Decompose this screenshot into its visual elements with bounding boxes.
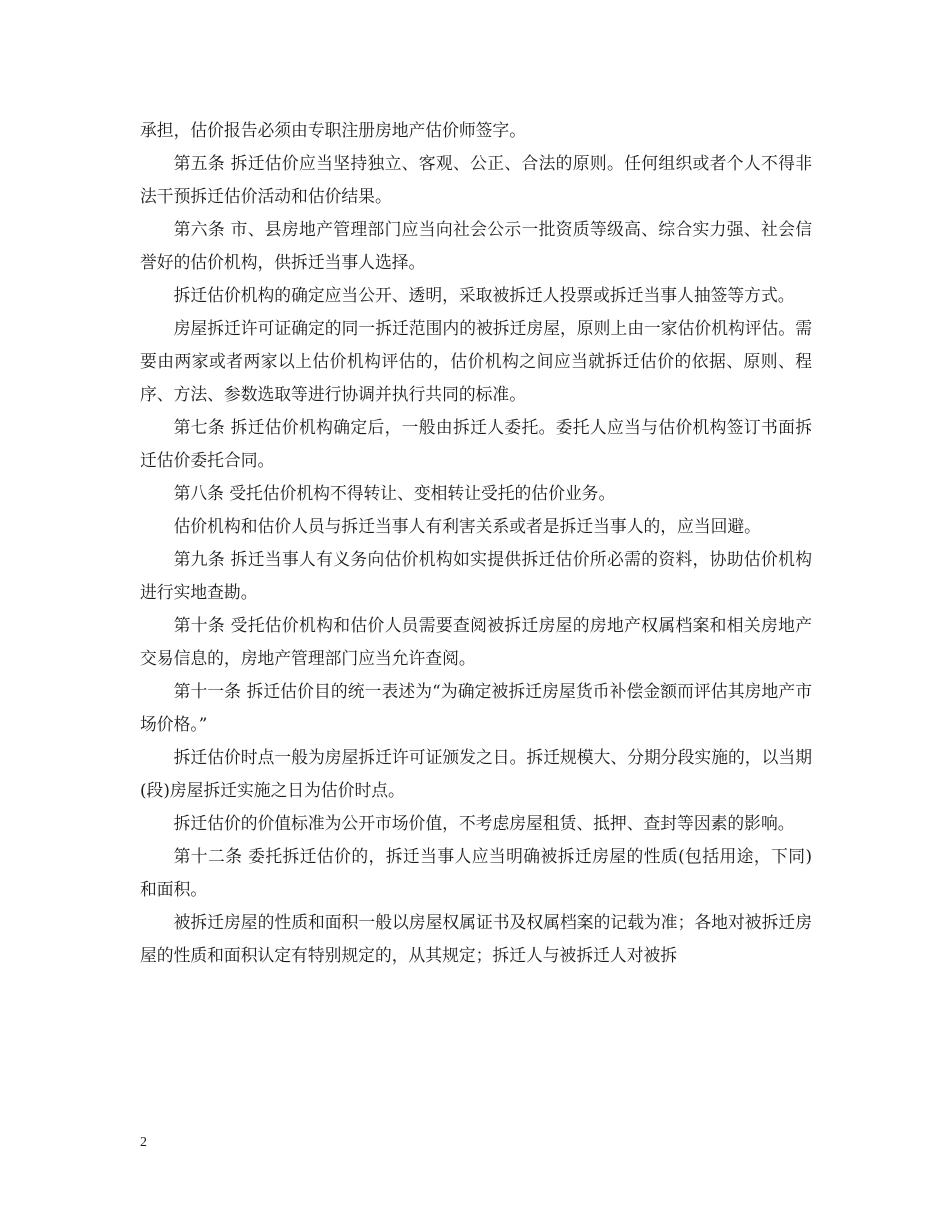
paragraph: 拆迁估价机构的确定应当公开、透明，采取被拆迁人投票或拆迁当事人抽签等方式。 (173, 285, 795, 305)
paragraph: 第五条 拆迁估价应当坚持独立、客观、公正、合法的原则。任何组织或者个人不得非法干预拆迁估价活动和估价结果。 (140, 153, 812, 206)
paragraph: 估价机构和估价人员与拆迁当事人有利害关系或者是拆迁当事人的，应当回避。 (173, 516, 761, 536)
document-body (140, 114, 812, 972)
paragraph: 第十一条 拆迁估价目的统一表述为“为确定被拆迁房屋货币补偿金额而评估其房地产市场价格。” (140, 681, 812, 734)
paragraph: 第六条 市、县房地产管理部门应当向社会公示一批资质等级高、综合实力强、社会信誉好的估价机构，供拆迁当事人选择。 (140, 219, 812, 272)
paragraph: 拆迁估价的价值标准为公开市场价值，不考虑房屋租赁、抵押、查封等因素的影响。 (173, 813, 795, 833)
page-number: 2 (140, 1135, 147, 1150)
paragraph: 第十二条 委托拆迁估价的，拆迁当事人应当明确被拆迁房屋的性质(包括用途，下同)和面积。 (140, 846, 812, 899)
paragraph: 被拆迁房屋的性质和面积一般以房屋权属证书及权属档案的记载为准；各地对被拆迁房屋的性质和面积认定有特别规定的，从其规定；拆迁人与被拆迁人对被拆 (140, 912, 812, 965)
paragraph: 房屋拆迁许可证确定的同一拆迁范围内的被拆迁房屋，原则上由一家估价机构评估。需要由两家或者两家以上估价机构评估的，估价机构之间应当就拆迁估价的依据、原则、程序、方法、参数选取等进行协调并执行共同的标准。 (140, 318, 812, 404)
paragraph: 第七条 拆迁估价机构确定后，一般由拆迁人委托。委托人应当与估价机构签订书面拆迁估价委托合同。 (140, 417, 812, 470)
paragraph: 第十条 受托估价机构和估价人员需要查阅被拆迁房屋的房地产权属档案和相关房地产交易信息的，房地产管理部门应当允许查阅。 (140, 615, 812, 668)
paragraph: 拆迁估价时点一般为房屋拆迁许可证颁发之日。拆迁规模大、分期分段实施的，以当期(段)房屋拆迁实施之日为估价时点。 (140, 747, 812, 800)
paragraph: 第八条 受托估价机构不得转让、变相转让受托的估价业务。 (173, 483, 616, 503)
paragraph: 承担，估价报告必须由专职注册房地产估价师签字。 (140, 120, 526, 140)
paragraph: 第九条 拆迁当事人有义务向估价机构如实提供拆迁估价所必需的资料，协助估价机构进行实地查勘。 (140, 549, 812, 602)
